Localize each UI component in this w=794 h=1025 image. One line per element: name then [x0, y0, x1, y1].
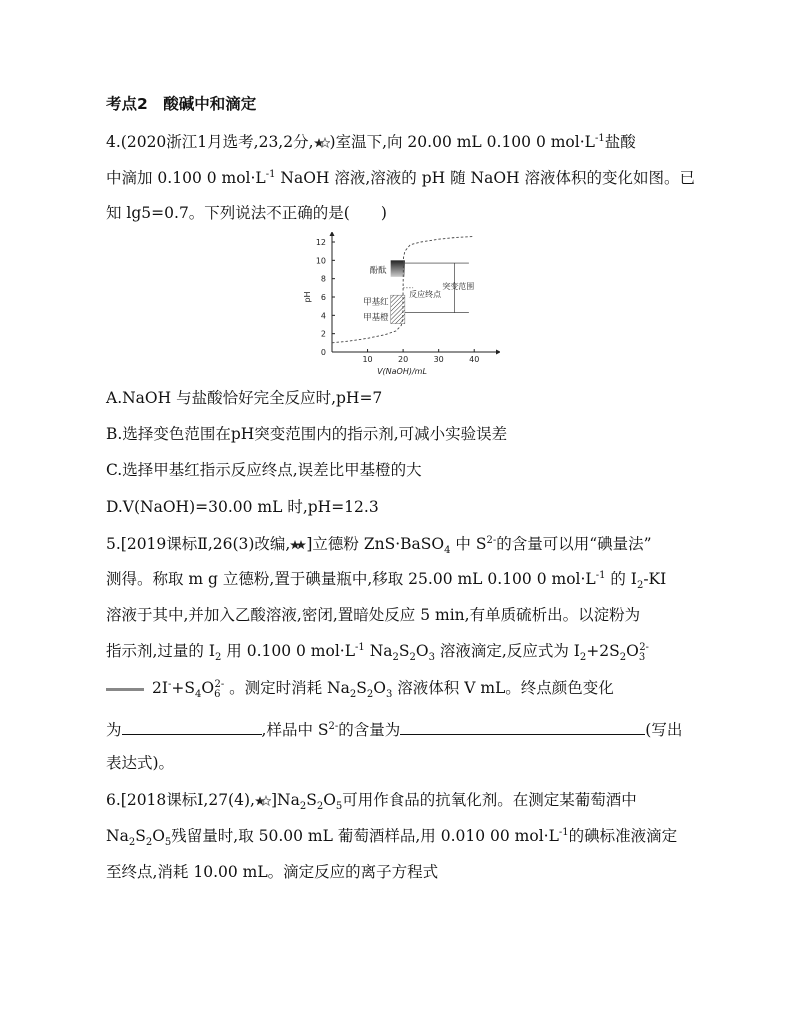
q6-line1: 6.[2018课标Ⅰ,27(4), ]$Na_2S_2O_5$可用作食品的抗氧化剂。在测定某葡萄酒中	[106, 791, 637, 813]
answer-blank-color[interactable]	[122, 718, 262, 735]
q4-number: 4.	[106, 133, 121, 151]
q5-line7: 表达式)。	[106, 754, 175, 772]
difficulty-star-icon	[314, 137, 330, 149]
y-tick-label: 6	[320, 293, 326, 302]
y-tick-label: 2	[320, 329, 326, 339]
answer-blank-content[interactable]	[400, 718, 645, 735]
q6-line2: $Na_2S_2O_5$残留量时,取 50.00 mL 葡萄酒样品,用 0.010 00 $mol\cdot L^{-1}$的碘标准液滴定	[106, 826, 678, 849]
x-axis-arrow	[496, 350, 500, 355]
indicator-bands	[391, 260, 405, 323]
q4-source: (2020浙江1月选考,23,2分,	[120, 133, 314, 151]
y-tick-label: 10	[315, 256, 326, 266]
section-title: 考点2 酸碱中和滴定	[106, 95, 257, 113]
q4-option-c: C.选择甲基红指示反应终点,误差比甲基橙的大	[106, 461, 422, 479]
q6-line3: 至终点,消耗 10.00 mL。滴定反应的离子方程式	[106, 863, 439, 881]
q5-line6: 为 ,样品中 $S^{2-}$的含量为 (写出	[106, 718, 682, 740]
phenolphthalein-band	[391, 260, 405, 277]
methyl-red-label: 甲基红	[363, 297, 389, 308]
equation-arrow	[106, 688, 144, 691]
difficulty-star-icon	[290, 539, 306, 551]
x-tick-label: 30	[433, 355, 444, 364]
q4-line3: 知 lg5=0.7。下列说法不正确的是( )	[106, 204, 387, 222]
y-axis-label: pH	[303, 291, 312, 303]
x-tick-label: 40	[469, 355, 480, 364]
q5-line3: 溶液于其中,并加入乙酸溶液,密闭,置暗处反应 5 min,有单质硫析出。以淀粉为	[106, 606, 641, 624]
q5-line2: 测得。称取 m g 立德粉,置于碘量瓶中,移取 25.00 mL 0.100 0 $mol\cdot L^{-1}$ 的 $I_2-KI$	[106, 569, 667, 592]
q4-option-b: B.选择变色范围在pH突变范围内的指示剂,可减小实验误差	[106, 425, 508, 443]
q4-option-a: A.NaOH 与盐酸恰好完全反应时,pH=7	[106, 389, 383, 407]
q4-option-d: D.V(NaOH)=30.00 mL 时,pH=12.3	[106, 498, 379, 516]
q4-line2: 中滴加 0.100 0 $mol\cdot L^{-1}$ NaOH 溶液,溶液的 pH 随 NaOH 溶液体积的变化如图。已	[106, 168, 695, 187]
q5-line4: 指示剂,过量的 $I_2$ 用 0.100 0 $mol\cdot L^{-1}$ $Na_2S_2O_3$ 溶液滴定,反应式为 $I_2+2S_2O_3^{2-}$	[106, 641, 649, 664]
y-tick-label: 0	[320, 348, 326, 357]
chart-annotations	[363, 263, 474, 323]
endpoint-label: 反应终点	[409, 290, 442, 299]
q4-line1: 4.(2020浙江1月选考,23,2分, )室温下,向 20.00 mL 0.100 0 $mol\cdot L^{-1}$盐酸	[106, 132, 636, 151]
q5-line5: $2I^-+S_4O_6^{2-}$ 。测定时消耗 $Na_2S_2O_3$ 溶液体积 V mL。终点颜色变化	[106, 678, 614, 698]
titration-curve-chart	[300, 232, 500, 378]
difficulty-star-icon	[255, 795, 271, 807]
y-tick-label: 8	[320, 274, 326, 284]
x-tick-label: 20	[398, 355, 409, 364]
phenolphthalein-label: 酚酞	[369, 266, 387, 277]
y-tick-label: 4	[320, 311, 326, 321]
q5-line1: 5.[2019课标Ⅱ,26(3)改编, ]立德粉 ZnS·BaSO$_4$ 中 $S^{2-}$的含量可以用“碘量法”	[106, 534, 652, 557]
x-axis-label: V(NaOH)/mL	[377, 367, 427, 376]
jump-range-label: 突变范围	[442, 281, 475, 291]
methyl-orange-label: 甲基橙	[363, 312, 389, 323]
y-axis-arrow	[330, 232, 335, 236]
x-tick-label: 10	[362, 355, 373, 364]
y-tick-label: 12	[315, 238, 326, 247]
